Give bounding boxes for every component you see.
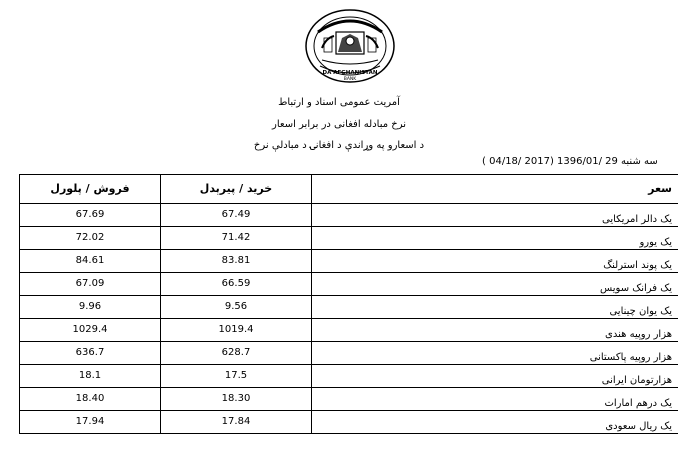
currency-name: یک پوند استرلنگ	[312, 250, 678, 273]
currency-name: یک فرانک سویس	[312, 273, 678, 296]
buy-rate: 628.7	[161, 342, 312, 365]
sell-rate: 18.1	[20, 365, 161, 388]
sell-rate: 17.94	[20, 411, 161, 434]
table-row	[20, 273, 678, 296]
header-sell: فروش / پلورل	[20, 175, 161, 204]
exchange-rate-title-pashto: د اسعارو په وړاندې د افغانۍ د مبادلې نرخ	[253, 140, 425, 151]
header-currency: سعر	[312, 175, 678, 204]
buy-rate: 18.30	[161, 388, 312, 411]
sell-rate: 636.7	[20, 342, 161, 365]
svg-text:BANK: BANK	[343, 77, 357, 82]
sell-rate: 67.69	[20, 204, 161, 227]
buy-rate: 83.81	[161, 250, 312, 273]
table-row	[20, 296, 678, 319]
currency-name: یک ریال سعودی	[312, 411, 678, 434]
svg-text:DA AFGHANISTAN: DA AFGHANISTAN	[322, 70, 378, 76]
exchange-rate-table	[19, 174, 678, 434]
currency-name: هزار روپیه هندی	[312, 319, 678, 342]
sell-rate: 9.96	[20, 296, 161, 319]
buy-rate: 66.59	[161, 273, 312, 296]
sell-rate: 84.61	[20, 250, 161, 273]
sell-rate: 72.02	[20, 227, 161, 250]
buy-rate: 67.49	[161, 204, 312, 227]
currency-name: یک یوان چینایی	[312, 296, 678, 319]
currency-name: هزار روپیه پاکستانی	[312, 342, 678, 365]
currency-name: یک درهم امارات	[312, 388, 678, 411]
sell-rate: 1029.4	[20, 319, 161, 342]
sell-rate: 67.09	[20, 273, 161, 296]
table-row	[20, 365, 678, 388]
table-header-row	[20, 175, 678, 204]
bank-logo-seal	[304, 8, 396, 86]
currency-name: یک دالر امریکایی	[312, 204, 678, 227]
table-row	[20, 388, 678, 411]
table-row	[20, 250, 678, 273]
currency-name: هزارتومان ایرانی	[312, 365, 678, 388]
exchange-rate-title-dari: نرخ مبادله افغانی در برابر اسعار	[272, 119, 406, 130]
table-row	[20, 342, 678, 365]
date-line: سه شنبه 29 /1396/01 (2017 /04/18 )	[482, 156, 658, 167]
buy-rate: 17.5	[161, 365, 312, 388]
table-row	[20, 319, 678, 342]
table-row	[20, 411, 678, 434]
table-row	[20, 227, 678, 250]
buy-rate: 17.84	[161, 411, 312, 434]
table-row	[20, 204, 678, 227]
currency-name: یک یورو	[312, 227, 678, 250]
buy-rate: 71.42	[161, 227, 312, 250]
header-buy: خرید / پیرېدل	[161, 175, 312, 204]
department-title: آمریت عمومی اسناد و ارتباط	[278, 97, 400, 108]
buy-rate: 9.56	[161, 296, 312, 319]
sell-rate: 18.40	[20, 388, 161, 411]
buy-rate: 1019.4	[161, 319, 312, 342]
